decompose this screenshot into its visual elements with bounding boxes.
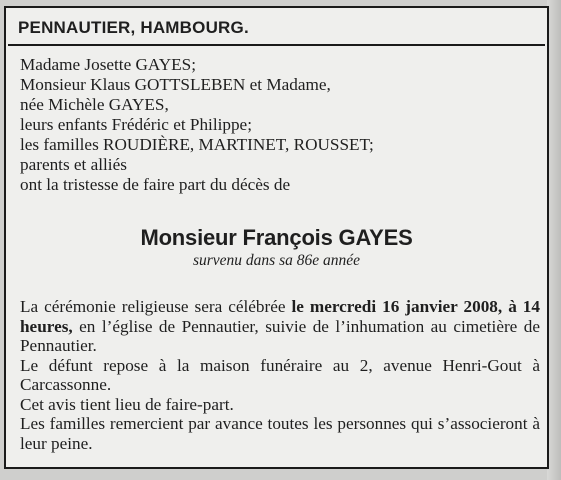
deceased-age: survenu dans sa 86e année xyxy=(192,252,361,269)
family-line: Monsieur Klaus GOTTSLEBEN et Madame, xyxy=(20,75,331,94)
notice-header: PENNAUTIER, HAMBOURG. xyxy=(18,18,249,37)
header-divider xyxy=(8,44,545,46)
family-line: les familles ROUDIÈRE, MARTINET, ROUSSET; xyxy=(20,135,374,154)
thanks-paragraph: Les familles remercient par avance toutes les personnes qui s’associeront à leur peine. xyxy=(20,414,540,453)
family-line: née Michèle GAYES, xyxy=(20,95,169,114)
ceremony-location: en l’église de Pennautier, suivie de l’inhumation au cimetière de Pennautier. xyxy=(20,316,540,355)
ceremony-intro: La cérémonie religieuse sera célébrée xyxy=(20,297,292,316)
family-list xyxy=(20,55,540,195)
family-line: parents et alliés xyxy=(20,155,127,174)
family-line: ont la tristesse de faire part du décès de xyxy=(20,175,291,194)
ceremony-date-time: le mercredi 16 janvier 2008, à 14 heures, xyxy=(20,297,540,336)
family-line: leurs enfants Frédéric et Philippe; xyxy=(20,115,252,134)
family-line: Madame Josette GAYES; xyxy=(20,55,196,74)
adjacent-page-edge xyxy=(547,0,561,480)
deceased-name: Monsieur François GAYES xyxy=(140,225,413,250)
ceremony-paragraph xyxy=(20,297,540,356)
repose-paragraph: Le défunt repose à la maison funéraire au 2, avenue Henri-Gout à Carcassonne. xyxy=(20,355,540,394)
obituary-notice xyxy=(4,6,549,469)
notice-body xyxy=(20,297,540,453)
avis-paragraph: Cet avis tient lieu de faire-part. xyxy=(20,394,234,414)
